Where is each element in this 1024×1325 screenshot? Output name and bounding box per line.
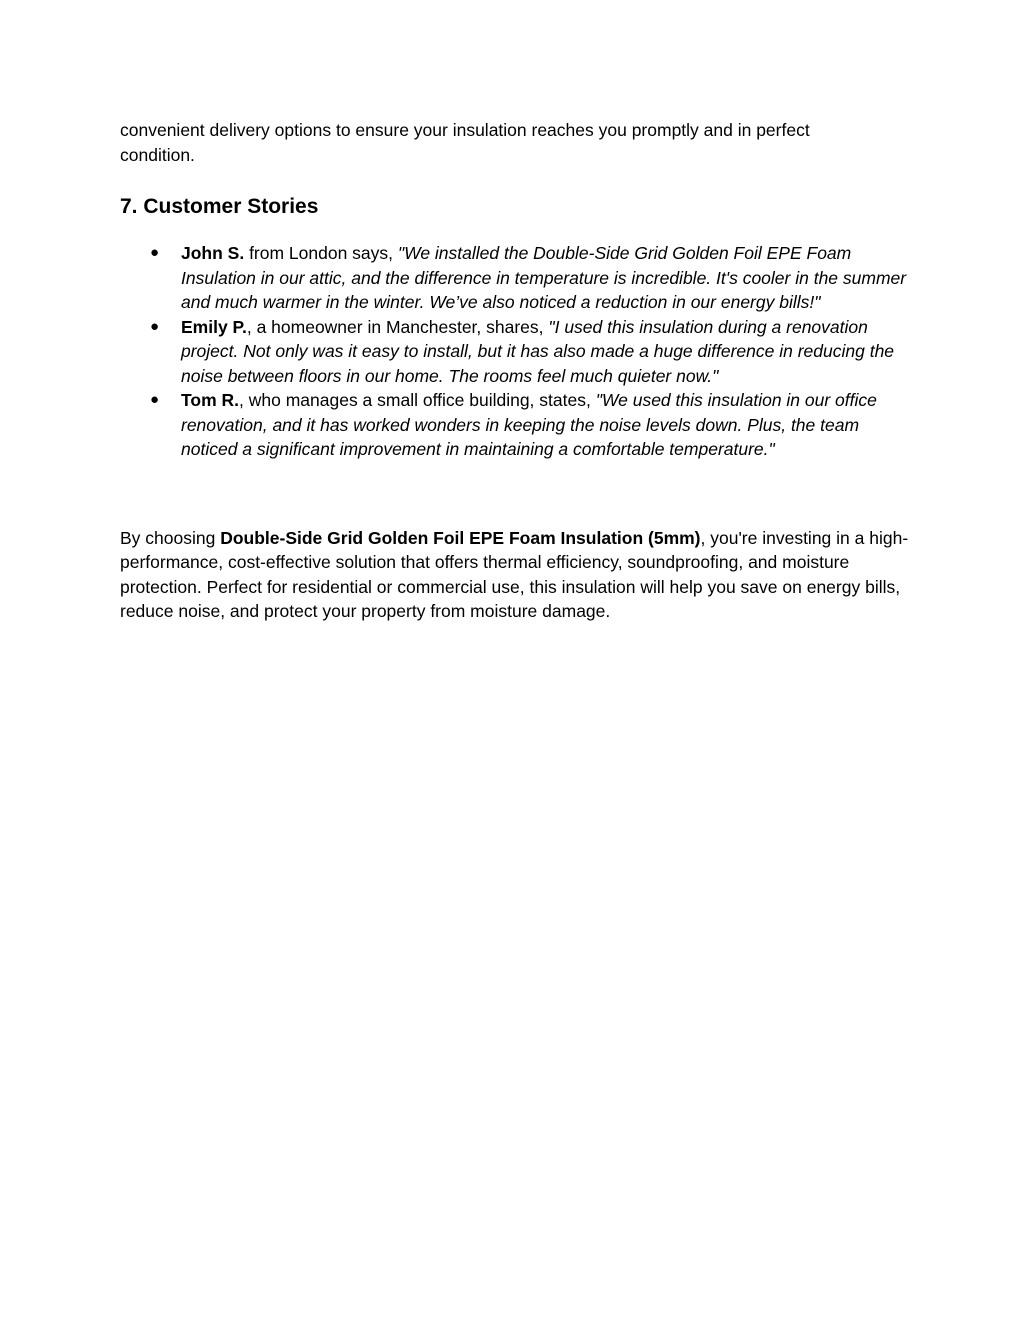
bullet-icon: ● [150,317,160,335]
section-heading: 7. Customer Stories [120,195,319,218]
list-item [120,241,911,315]
list-item [120,315,911,389]
story-quote: "We installed the Double-Side Grid Golden Foil EPE Foam Insulation in our attic, and the difference in temperature is incredible. It's cooler in the summer and much warmer in the winter. We’ve also noticed a reduction in our energy bills!" [181,243,907,312]
bullet-icon: ● [150,391,160,408]
list-item [120,388,911,462]
product-name: Double-Side Grid Golden Foil EPE Foam Insulation (5mm) [220,527,701,548]
customer-name: John S. [181,243,245,263]
story-lead: , a homeowner in Manchester, shares, [246,316,549,337]
conclusion-paragraph [120,526,910,624]
conclusion-before: By choosing [120,527,221,548]
document-page [120,118,910,624]
story-lead: from London says, [244,243,398,263]
intro-paragraph: convenient delivery options to ensure your insulation reaches you promptly and in perfect condition. [120,120,810,165]
bullet-icon: ● [150,244,160,261]
customer-stories-list [120,241,910,462]
story-quote: "We used this insulation in our office renovation, and it has worked wonders in keeping the noise levels down. Plus, the team noticed a significant improvement in maintaining a comfortable temperature." [181,390,877,459]
customer-name: Tom R. [181,390,240,410]
customer-name: Emily P. [181,316,247,337]
story-quote: "I used this insulation during a renovation project. Not only was it easy to install, but it has also made a huge difference in reducing the noise between floors in our home. The rooms feel much quieter now." [181,316,895,386]
conclusion-after: , you're investing in a high-performance, cost-effective solution that offers thermal efficiency, soundproofing, and moisture protection. Perfect for residential or commercial use, this insulation will help you save on energy bills, reduce noise, and protect your property from moisture damage. [120,527,909,621]
story-lead: , who manages a small office building, states, [239,390,596,410]
